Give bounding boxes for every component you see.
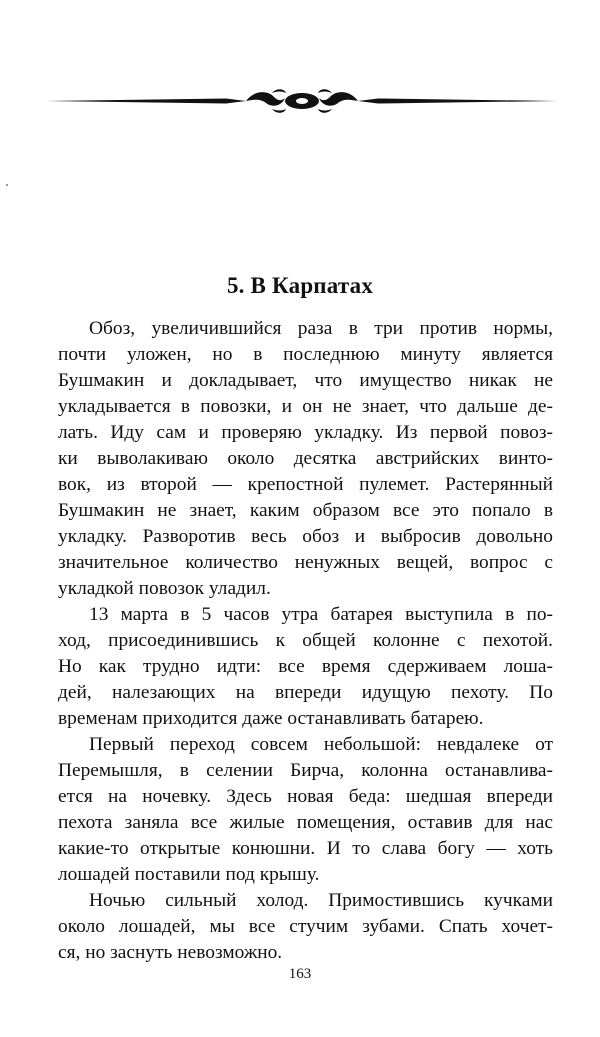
text-line: ход, присоединившись к общей колонне с пехотой.	[58, 630, 553, 651]
chapter-title: 5. В Карпатах	[226, 273, 374, 299]
text-line: Ночью сильный холод. Примостившись кучками	[89, 890, 553, 911]
ornament-right-rule	[358, 99, 558, 104]
text-line: Обоз, увеличившийся раза в три против нормы,	[89, 318, 553, 339]
text-line: лошадей поставили под крышу.	[58, 864, 320, 885]
paragraph-1	[58, 316, 553, 602]
print-speck	[6, 184, 8, 186]
text-line: Но как трудно идти: все время сдерживаем лоша-	[58, 656, 553, 677]
text-line: какие-то открытые конюшни. И то слава богу — хоть	[58, 838, 553, 859]
text-line: укладывается в повозки, и он не знает, что дальше де-	[58, 396, 553, 417]
text-line: Первый переход совсем небольшой: невдалеке от	[89, 734, 553, 755]
text-line: ется на ночевку. Здесь новая беда: шедшая впереди	[58, 786, 553, 807]
chapter-body	[58, 316, 553, 966]
text-line: ки выволакиваю около десятка австрийских винто-	[58, 448, 553, 469]
text-line: почти уложен, но в последнюю минуту является	[58, 344, 553, 365]
text-line: ся, но заснуть невозможно.	[58, 942, 283, 963]
paragraph-3	[58, 732, 553, 888]
page-number: 163	[288, 966, 312, 982]
text-line: укладкой повозок уладил.	[58, 578, 271, 599]
text-line: около лошадей, мы все стучим зубами. Спать хочет-	[58, 916, 553, 937]
text-line: пехота заняла все жилые помещения, оставив для нас	[58, 812, 553, 833]
text-line: Бушмакин и докладывает, что имущество никак не	[58, 370, 553, 391]
text-line: значительное количество ненужных вещей, вопрос с	[58, 552, 553, 573]
ornament-left-rule	[46, 99, 246, 104]
ornament-center-flourish	[246, 89, 358, 113]
text-line: дей, налезающих на впереди идущую пехоту. По	[58, 682, 553, 703]
text-line: Бушмакин не знает, каким образом все это попало в	[58, 500, 553, 521]
text-line: лать. Иду сам и проверяю укладку. Из первой повоз-	[58, 422, 553, 443]
paragraph-2	[58, 602, 553, 732]
text-line: укладку. Разворотив весь обоз и выбросив довольно	[58, 526, 553, 547]
text-line: временам приходится даже останавливать батарею.	[58, 708, 484, 729]
chapter-ornament-divider	[46, 84, 558, 118]
text-line: вок, из второй — крепостной пулемет. Растерянный	[58, 474, 553, 495]
text-line: Перемышля, в селении Бирча, колонна останавлива-	[58, 760, 553, 781]
paragraph-4	[58, 888, 553, 966]
text-line: 13 марта в 5 часов утра батарея выступила в по-	[89, 604, 553, 625]
